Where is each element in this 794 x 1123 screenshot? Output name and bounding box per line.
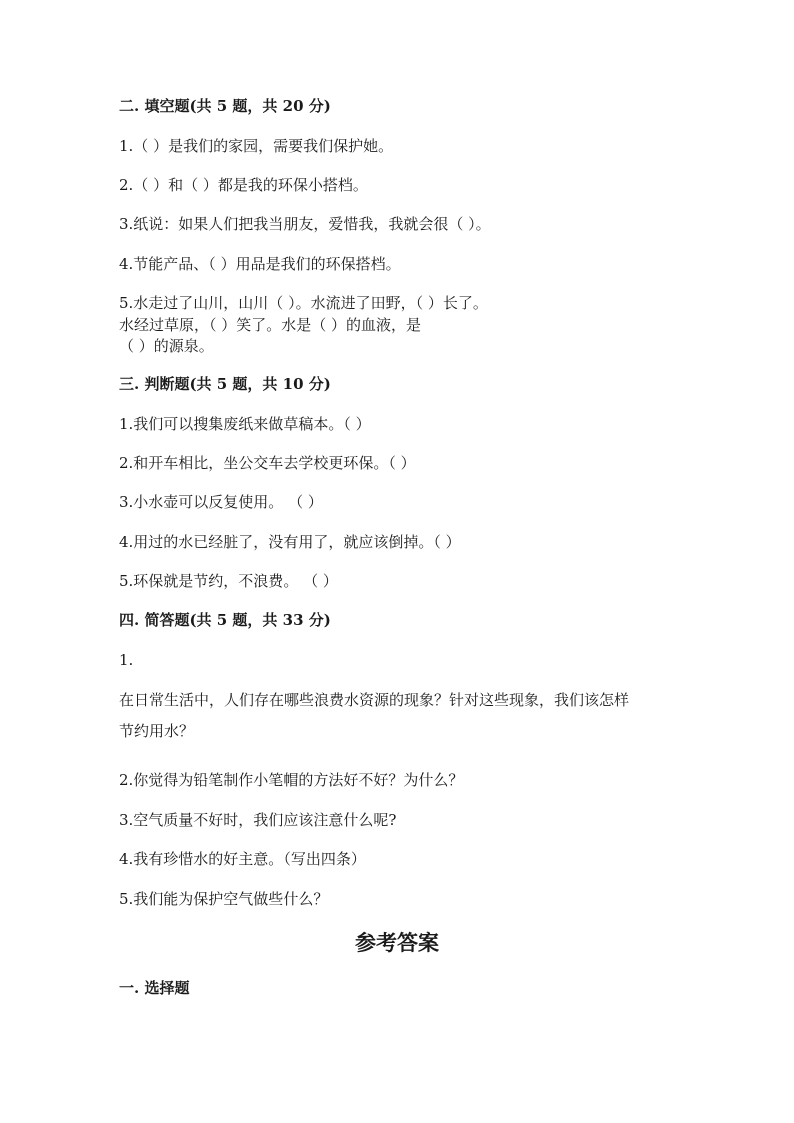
answers-section1-heading: 一. 选择题 [119,979,190,997]
short-question-1-line2: 节约用水？ [119,722,195,740]
section2-heading: 二. 填空题(共 5 题，共 20 分) [119,97,331,115]
judge-question-3: 3.小水壶可以反复使用。 （ ） [119,493,323,511]
short-question-3: 3.空气质量不好时，我们应该注意什么呢? [119,811,397,829]
judge-question-1: 1.我们可以搜集废纸来做草稿本。（ ） [119,415,371,433]
short-question-4: 4.我有珍惜水的好主意。（写出四条） [119,850,366,868]
answers-title: 参考答案 [355,930,439,955]
judge-question-5: 5.环保就是节约，不浪费。 （ ） [119,572,338,590]
fill-question-2: 2.（ ）和（ ）都是我的环保小搭档。 [119,176,368,194]
section4-heading: 四. 简答题(共 5 题，共 33 分) [119,611,331,629]
fill-question-1: 1.（ ）是我们的家园，需要我们保护她。 [119,137,394,155]
short-question-1-number: 1. [119,651,134,669]
judge-question-4: 4.用过的水已经脏了，没有用了，就应该倒掉。（ ） [119,533,461,551]
short-question-1-line1: 在日常生活中，人们存在哪些浪费水资源的现象？针对这些现象，我们该怎样 [119,691,630,709]
judge-question-2: 2.和开车相比，坐公交车去学校更环保。（ ） [119,454,416,472]
fill-question-4: 4.节能产品、（ ）用品是我们的环保搭档。 [119,255,401,273]
short-question-2: 2.你觉得为铅笔制作小笔帽的方法好不好？为什么？ [119,771,464,789]
section3-heading: 三. 判断题(共 5 题，共 10 分) [119,375,331,393]
short-question-5: 5.我们能为保护空气做些什么？ [119,890,329,908]
fill-question-5-line3: （ ）的源泉。 [119,337,214,355]
fill-question-5-line1: 5.水走过了山川，山川（ ）。水流进了田野，（ ）长了。 [119,294,488,312]
fill-question-5-line2: 水经过草原，（ ）笑了。水是（ ）的血液，是 [119,316,422,334]
fill-question-3: 3.纸说：如果人们把我当朋友，爱惜我，我就会很（ ）。 [119,215,491,233]
